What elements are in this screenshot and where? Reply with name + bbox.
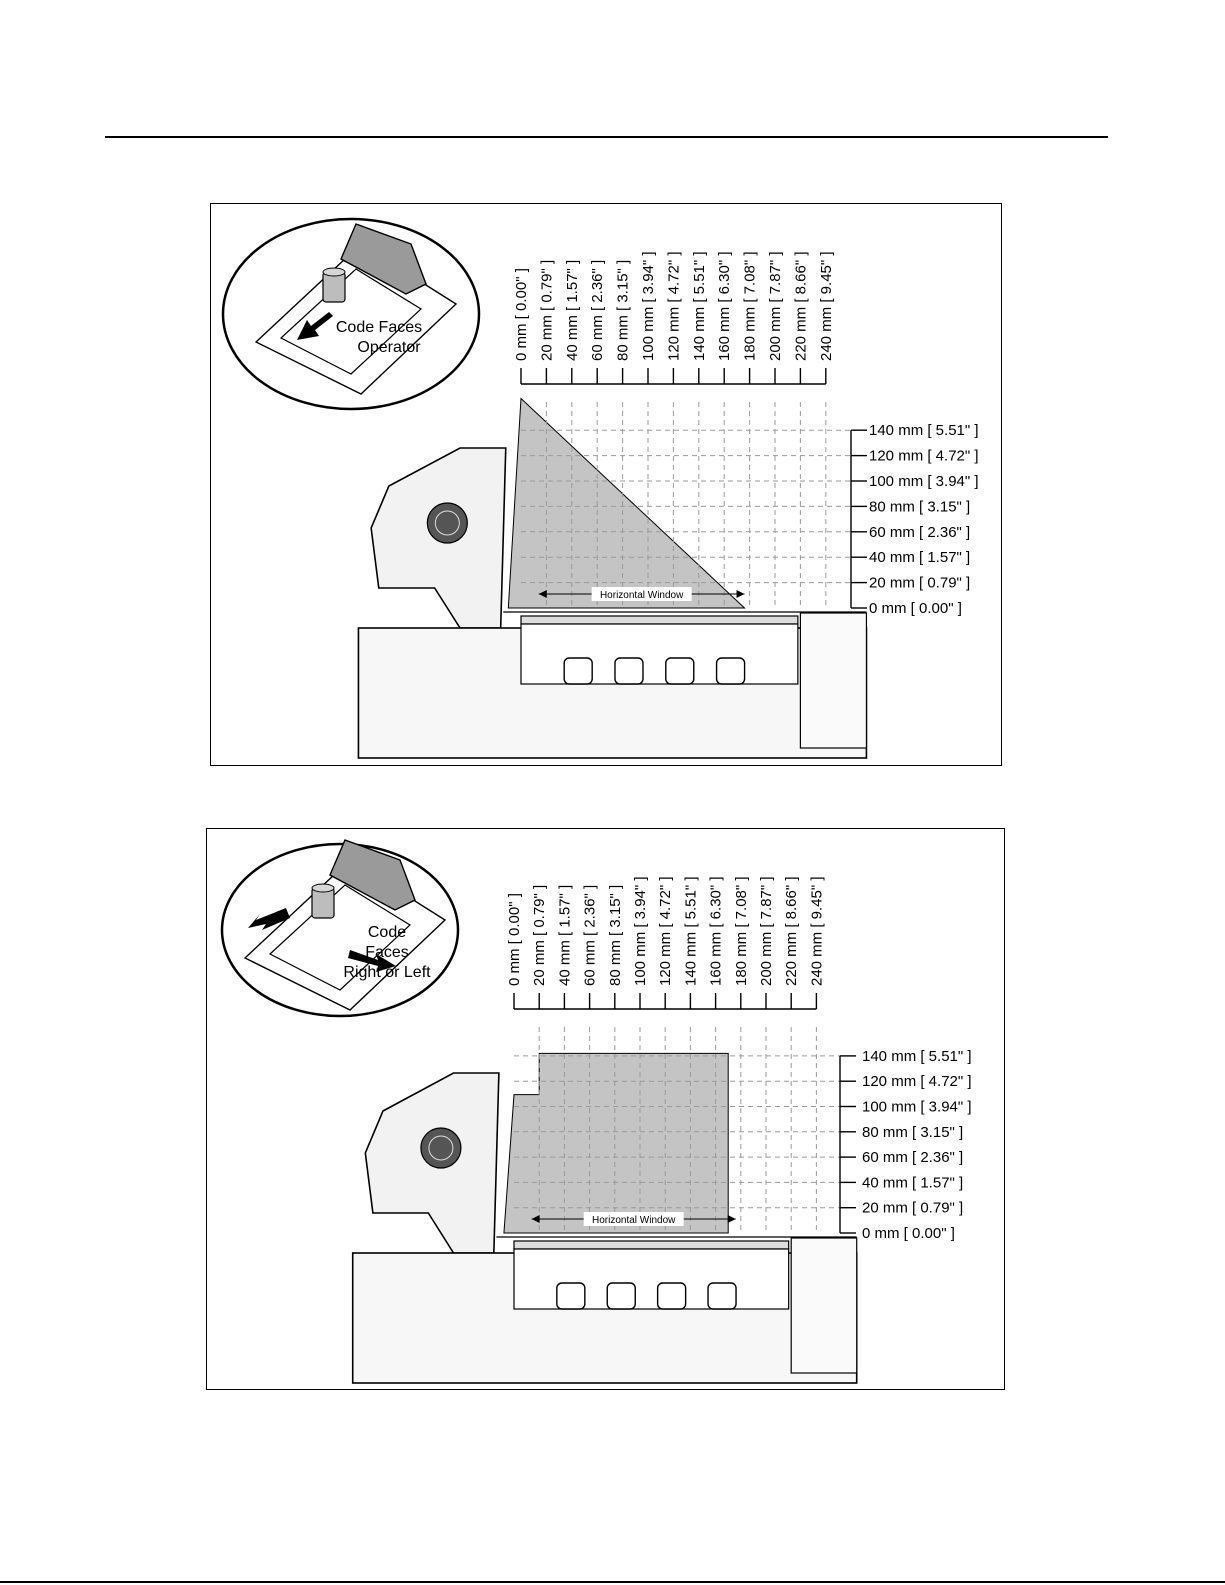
x-tick-label: 160 mm [ 6.30" ]	[716, 251, 734, 361]
inset-illustration	[222, 840, 458, 1016]
x-tick-label: 120 mm [ 4.72" ]	[657, 876, 675, 986]
product-can-top	[312, 884, 334, 892]
read-zone-area	[504, 1053, 728, 1233]
platter-handle-slot	[557, 1283, 585, 1309]
y-tick-label: 120 mm [ 4.72" ]	[862, 1073, 972, 1091]
speaker-grille-icon	[421, 1128, 461, 1168]
y-tick-label: 80 mm [ 3.15" ]	[869, 498, 971, 516]
x-tick-label: 180 mm [ 7.08" ]	[732, 876, 750, 986]
scanner-end-cap	[791, 1238, 857, 1373]
x-tick-label: 80 mm [ 3.15" ]	[614, 259, 632, 361]
y-tick-label: 0 mm [ 0.00" ]	[862, 1225, 955, 1242]
x-tick-label: 240 mm [ 9.45" ]	[817, 251, 835, 361]
x-tick-label: 80 mm [ 3.15" ]	[606, 884, 624, 986]
x-tick-label: 0 mm [ 0.00" ]	[506, 893, 523, 986]
x-tick-label: 220 mm [ 8.66" ]	[792, 251, 810, 361]
y-tick-label: 0 mm [ 0.00" ]	[869, 600, 962, 617]
platter-handle-slot	[708, 1283, 736, 1309]
y-tick-label: 60 mm [ 2.36" ]	[869, 523, 971, 541]
read-zone-figure-code-faces-operator	[210, 203, 1002, 766]
x-tick-label: 140 mm [ 5.51" ]	[682, 876, 700, 986]
x-tick-label: 100 mm [ 3.94" ]	[632, 876, 649, 986]
figure-drawing	[211, 204, 1001, 764]
y-tick-label: 140 mm [ 5.51" ]	[869, 422, 979, 440]
platter-handle-slot	[615, 658, 643, 684]
inset-label-line: Faces	[365, 944, 409, 961]
platter-handle-slot	[564, 658, 592, 684]
platter-front	[521, 624, 798, 684]
horizontal-window-plate	[514, 1241, 789, 1249]
y-tick-label: 100 mm [ 3.94" ]	[862, 1098, 972, 1116]
x-tick-label: 40 mm [ 1.57" ]	[556, 884, 574, 986]
y-tick-label: 120 mm [ 4.72" ]	[869, 447, 979, 465]
inset-label-line: Right or Left	[343, 964, 431, 981]
inset-label-line: Code	[367, 924, 407, 941]
x-tick-label: 20 mm [ 0.79" ]	[538, 259, 556, 361]
horizontal-window-label: Horizontal Window	[592, 1215, 676, 1226]
platter-handle-slot	[666, 658, 694, 684]
x-axis	[513, 251, 835, 384]
inset-label-line: Code Faces	[335, 319, 423, 336]
x-tick-label: 20 mm [ 0.79" ]	[531, 884, 549, 986]
platter-handle-slot	[607, 1283, 635, 1309]
x-tick-label: 160 mm [ 6.30" ]	[707, 876, 725, 986]
figure-drawing	[207, 829, 1004, 1388]
x-tick-label: 120 mm [ 4.72" ]	[665, 251, 683, 361]
x-tick-label: 220 mm [ 8.66" ]	[783, 876, 801, 986]
y-tick-label: 20 mm [ 0.79" ]	[862, 1199, 964, 1217]
horizontal-window-label: Horizontal Window	[599, 590, 684, 601]
page-header-rule	[105, 136, 1108, 138]
platter-front	[514, 1249, 789, 1309]
y-tick-label: 20 mm [ 0.79" ]	[869, 574, 971, 592]
scanner-end-cap	[800, 613, 866, 748]
x-tick-label: 60 mm [ 2.36" ]	[589, 259, 607, 361]
y-tick-label: 100 mm [ 3.94" ]	[869, 473, 979, 490]
x-tick-label: 60 mm [ 2.36" ]	[581, 884, 599, 986]
y-tick-label: 40 mm [ 1.57" ]	[862, 1174, 964, 1192]
x-tick-label: 140 mm [ 5.51" ]	[690, 251, 708, 361]
arrow-right-icon	[737, 590, 745, 598]
platter-handle-slot	[717, 658, 745, 684]
x-tick-label: 240 mm [ 9.45" ]	[808, 876, 826, 986]
page-footer-rule	[0, 1581, 1225, 1583]
x-tick-label: 180 mm [ 7.08" ]	[741, 251, 759, 361]
y-axis	[851, 422, 979, 617]
x-tick-label: 200 mm [ 7.87" ]	[758, 876, 775, 986]
read-zone-figure-code-faces-right-or-left	[206, 828, 1005, 1390]
y-tick-label: 40 mm [ 1.57" ]	[869, 549, 971, 567]
x-tick-label: 100 mm [ 3.94" ]	[640, 251, 657, 361]
y-axis	[840, 1048, 972, 1242]
platter-handle-slot	[658, 1283, 686, 1309]
horizontal-window-plate	[521, 616, 798, 624]
y-tick-label: 60 mm [ 2.36" ]	[862, 1149, 964, 1167]
arrow-right-icon	[728, 1215, 736, 1223]
y-tick-label: 140 mm [ 5.51" ]	[862, 1047, 972, 1065]
speaker-grille-icon	[427, 503, 467, 543]
inset-label-line: Operator	[357, 339, 421, 356]
x-tick-label: 200 mm [ 7.87" ]	[767, 251, 784, 361]
inset-illustration	[223, 219, 479, 409]
x-tick-label: 40 mm [ 1.57" ]	[563, 259, 581, 361]
x-tick-label: 0 mm [ 0.00" ]	[513, 268, 530, 361]
x-axis	[506, 876, 825, 1009]
product-can-top	[323, 268, 345, 276]
y-tick-label: 80 mm [ 3.15" ]	[862, 1123, 964, 1141]
